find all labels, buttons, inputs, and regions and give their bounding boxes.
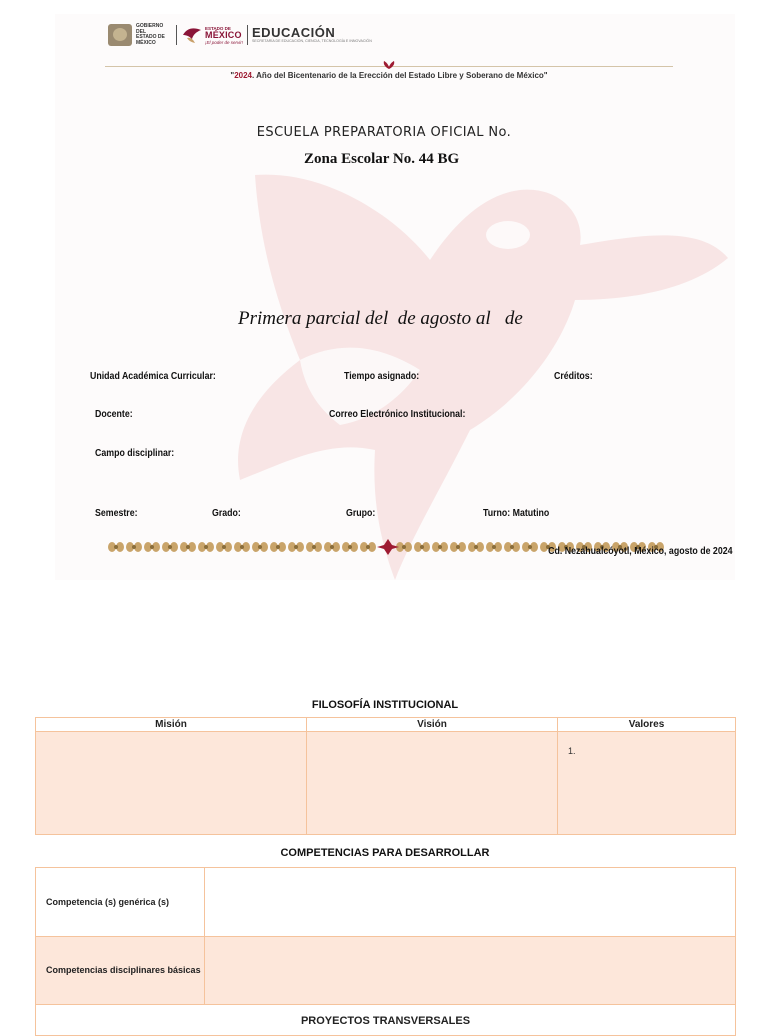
border-motif bbox=[198, 542, 214, 552]
competencias-table bbox=[35, 867, 736, 1036]
logo-divider bbox=[176, 25, 177, 45]
state-seal-icon bbox=[108, 24, 132, 46]
competencia-disciplinar-label: Competencias disciplinares básicas bbox=[36, 937, 205, 1005]
school-zone: Zona Escolar No. 44 BG bbox=[304, 151, 460, 167]
column-valores: Valores bbox=[558, 718, 736, 732]
field-semestre: Semestre: bbox=[95, 508, 138, 519]
border-motif bbox=[216, 542, 232, 552]
border-motif bbox=[270, 542, 286, 552]
border-motif bbox=[324, 542, 340, 552]
competencia-generica-cell[interactable] bbox=[205, 868, 736, 937]
proyectos-title: PROYECTOS TRANSVERSALES bbox=[300, 1015, 471, 1027]
border-center-flower bbox=[377, 539, 399, 555]
field-tiempo: Tiempo asignado: bbox=[344, 371, 420, 382]
competencias-title: COMPETENCIAS PARA DESARROLLAR bbox=[280, 847, 490, 859]
border-motif bbox=[432, 542, 448, 552]
edomex-bird-icon bbox=[181, 26, 203, 44]
border-motif bbox=[504, 542, 520, 552]
field-grado: Grado: bbox=[212, 508, 241, 519]
border-motif bbox=[288, 542, 304, 552]
border-motif bbox=[126, 542, 142, 552]
border-motif bbox=[252, 542, 268, 552]
border-motif bbox=[414, 542, 430, 552]
border-motif bbox=[234, 542, 250, 552]
border-motif bbox=[450, 542, 466, 552]
border-motif bbox=[522, 542, 538, 552]
flower-ornament-icon bbox=[382, 60, 396, 70]
field-docente: Docente: bbox=[95, 409, 133, 420]
border-motif bbox=[108, 542, 124, 552]
field-unidad: Unidad Académica Curricular: bbox=[90, 371, 216, 382]
border-motif bbox=[162, 542, 178, 552]
border-motif bbox=[306, 542, 322, 552]
proyectos-header-cell bbox=[36, 1005, 736, 1036]
education-logo: EDUCACIÓN SECRETARÍA DE EDUCACIÓN, CIENCIA, TECNOLOGÍA E INNOVACIÓN bbox=[252, 25, 372, 43]
competencia-disciplinar-cell[interactable] bbox=[205, 937, 736, 1005]
filosofia-title: FILOSOFÍA INSTITUCIONAL bbox=[311, 699, 459, 711]
border-motif bbox=[180, 542, 196, 552]
valores-item: 1. bbox=[568, 746, 576, 756]
field-campo: Campo disciplinar: bbox=[95, 448, 175, 459]
field-turno: Turno: Matutino bbox=[483, 508, 550, 519]
institution-header bbox=[108, 22, 372, 48]
competencia-generica-label: Competencia (s) genérica (s) bbox=[36, 868, 205, 937]
year-motto: "2024. Año del Bicentenario de la Erección del Estado Libre y Soberano de México" bbox=[230, 71, 548, 80]
border-motif bbox=[468, 542, 484, 552]
column-mision: Misión bbox=[36, 718, 307, 732]
field-creditos: Créditos: bbox=[554, 371, 593, 382]
border-motif bbox=[144, 542, 160, 552]
field-correo: Correo Electrónico Institucional: bbox=[329, 409, 466, 420]
logo-divider bbox=[247, 25, 248, 45]
field-grupo: Grupo: bbox=[346, 508, 376, 519]
partial-period-title: Primera parcial del de agosto al de bbox=[238, 308, 523, 329]
city-date: Cd. Nezahualcóyotl, México, agosto de 2024 bbox=[548, 546, 733, 557]
mision-cell[interactable] bbox=[36, 732, 307, 835]
border-motif bbox=[342, 542, 358, 552]
filosofia-table bbox=[35, 717, 736, 835]
border-motif bbox=[486, 542, 502, 552]
edomex-logo: ESTADO DE MÉXICO ¡El poder de servir! bbox=[181, 25, 243, 46]
vision-cell[interactable] bbox=[307, 732, 558, 835]
valores-cell[interactable] bbox=[558, 732, 736, 835]
border-motif bbox=[360, 542, 376, 552]
school-name: ESCUELA PREPARATORIA OFICIAL No. bbox=[256, 125, 512, 140]
column-vision: Visión bbox=[307, 718, 558, 732]
government-label: GOBIERNO DEL ESTADO DE MÉXICO bbox=[136, 23, 165, 46]
